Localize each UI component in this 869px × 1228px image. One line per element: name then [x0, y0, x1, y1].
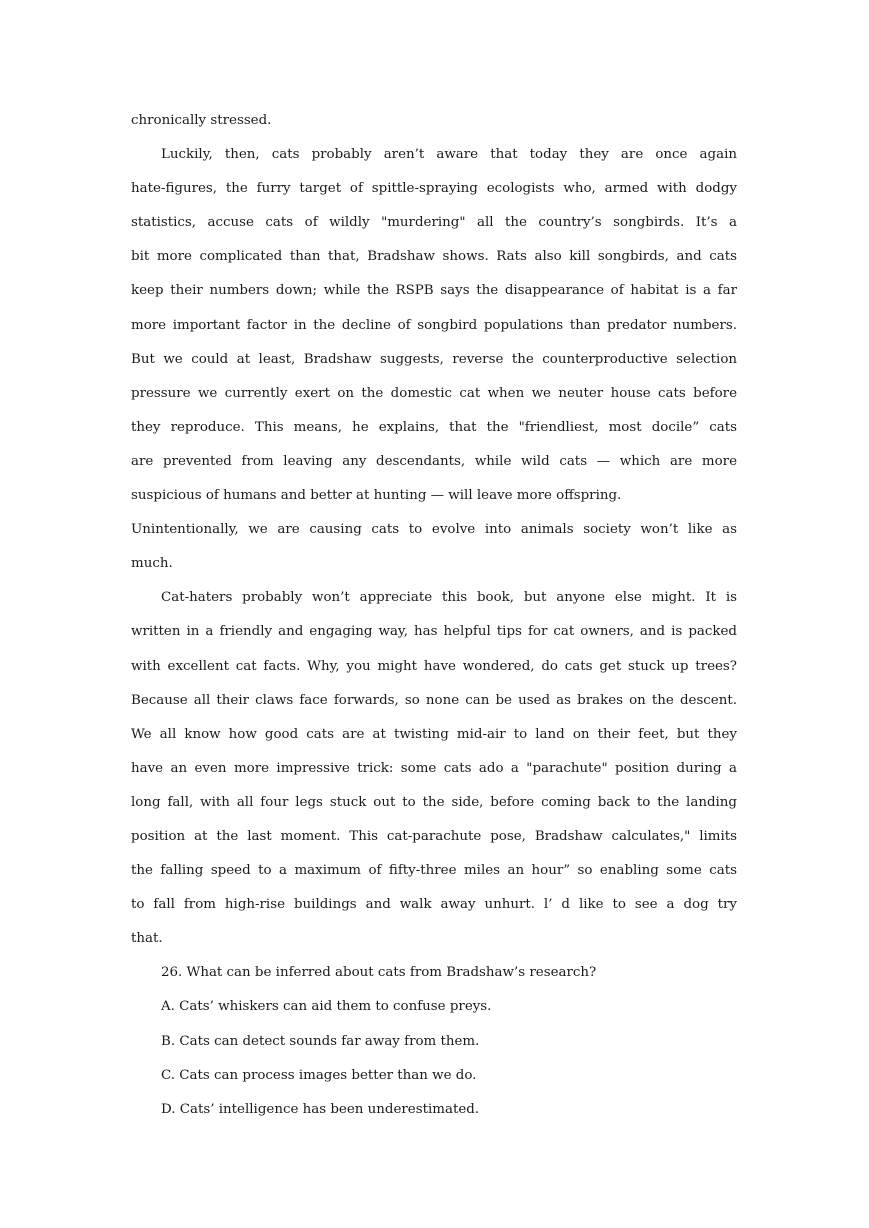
text-line: position at the last moment. This cat-parachute pose, Bradshaw calculates," limits — [131, 828, 737, 844]
text-line: they reproduce. This means, he explains, that the "friendliest, most docile” cats — [131, 419, 737, 435]
text-line: much. — [131, 556, 173, 572]
text-line: are prevented from leaving any descendants, while wild cats — which are more — [131, 453, 737, 469]
text-line: chronically stressed. — [131, 113, 272, 128]
text-line: keep their numbers down; while the RSPB says the disappearance of habitat is a far — [131, 283, 737, 299]
paragraph-continuation — [131, 104, 737, 138]
option-c: C. Cats can process images better than we do. — [161, 1067, 477, 1083]
question-stem: 26. What can be inferred about cats from Bradshaw’s research? — [161, 965, 597, 981]
text-line: hate-figures, the furry target of spittle-spraying ecologists who, armed with dodgy — [131, 181, 737, 197]
text-line: Because all their claws face forwards, so none can be used as brakes on the descent. — [131, 692, 737, 708]
text-line: written in a friendly and engaging way, has helpful tips for cat owners, and is packed — [131, 624, 737, 640]
paragraph-book-review — [131, 581, 737, 956]
option-b: B. Cats can detect sounds far away from them. — [161, 1033, 480, 1049]
question-26 — [131, 956, 737, 1126]
text-line: more important factor in the decline of songbird populations than predator numbers. — [131, 317, 737, 333]
text-line: the falling speed to a maximum of fifty-three miles an hour” so enabling some cats — [131, 863, 737, 879]
option-a: A. Cats’ whiskers can aid them to confuse preys. — [161, 999, 492, 1015]
text-line: statistics, accuse cats of wildly "murdering" all the country’s songbirds. It’s a — [131, 215, 737, 231]
text-line: We all know how good cats are at twisting mid-air to land on their feet, but they — [131, 726, 737, 742]
text-line: suspicious of humans and better at hunting — will leave more offspring. — [131, 488, 622, 504]
document-page — [131, 104, 737, 1127]
text-line: Luckily, then, cats probably aren’t aware that today they are once again — [161, 147, 737, 163]
text-line: to fall from high-rise buildings and walk away unhurt. l’ d like to see a dog try — [131, 897, 737, 913]
text-line: bit more complicated than that, Bradshaw shows. Rats also kill songbirds, and cats — [131, 249, 737, 265]
text-line: have an even more impressive trick: some cats ado a "parachute" position during a — [131, 760, 737, 776]
text-line: Cat-haters probably won’t appreciate this book, but anyone else might. It is — [161, 590, 737, 606]
paragraph-cats-hate-figures — [131, 138, 737, 581]
text-line: But we could at least, Bradshaw suggests, reverse the counterproductive selection — [131, 351, 737, 367]
text-line: pressure we currently exert on the domestic cat when we neuter house cats before — [131, 385, 737, 401]
text-line: that. — [131, 931, 163, 947]
text-line: Unintentionally, we are causing cats to evolve into animals society won’t like as — [131, 522, 737, 538]
option-d: D. Cats’ intelligence has been underestimated. — [161, 1101, 480, 1117]
text-line: long fall, with all four legs stuck out to the side, before coming back to the landing — [131, 794, 737, 810]
text-line: with excellent cat facts. Why, you might have wondered, do cats get stuck up trees? — [131, 658, 737, 674]
